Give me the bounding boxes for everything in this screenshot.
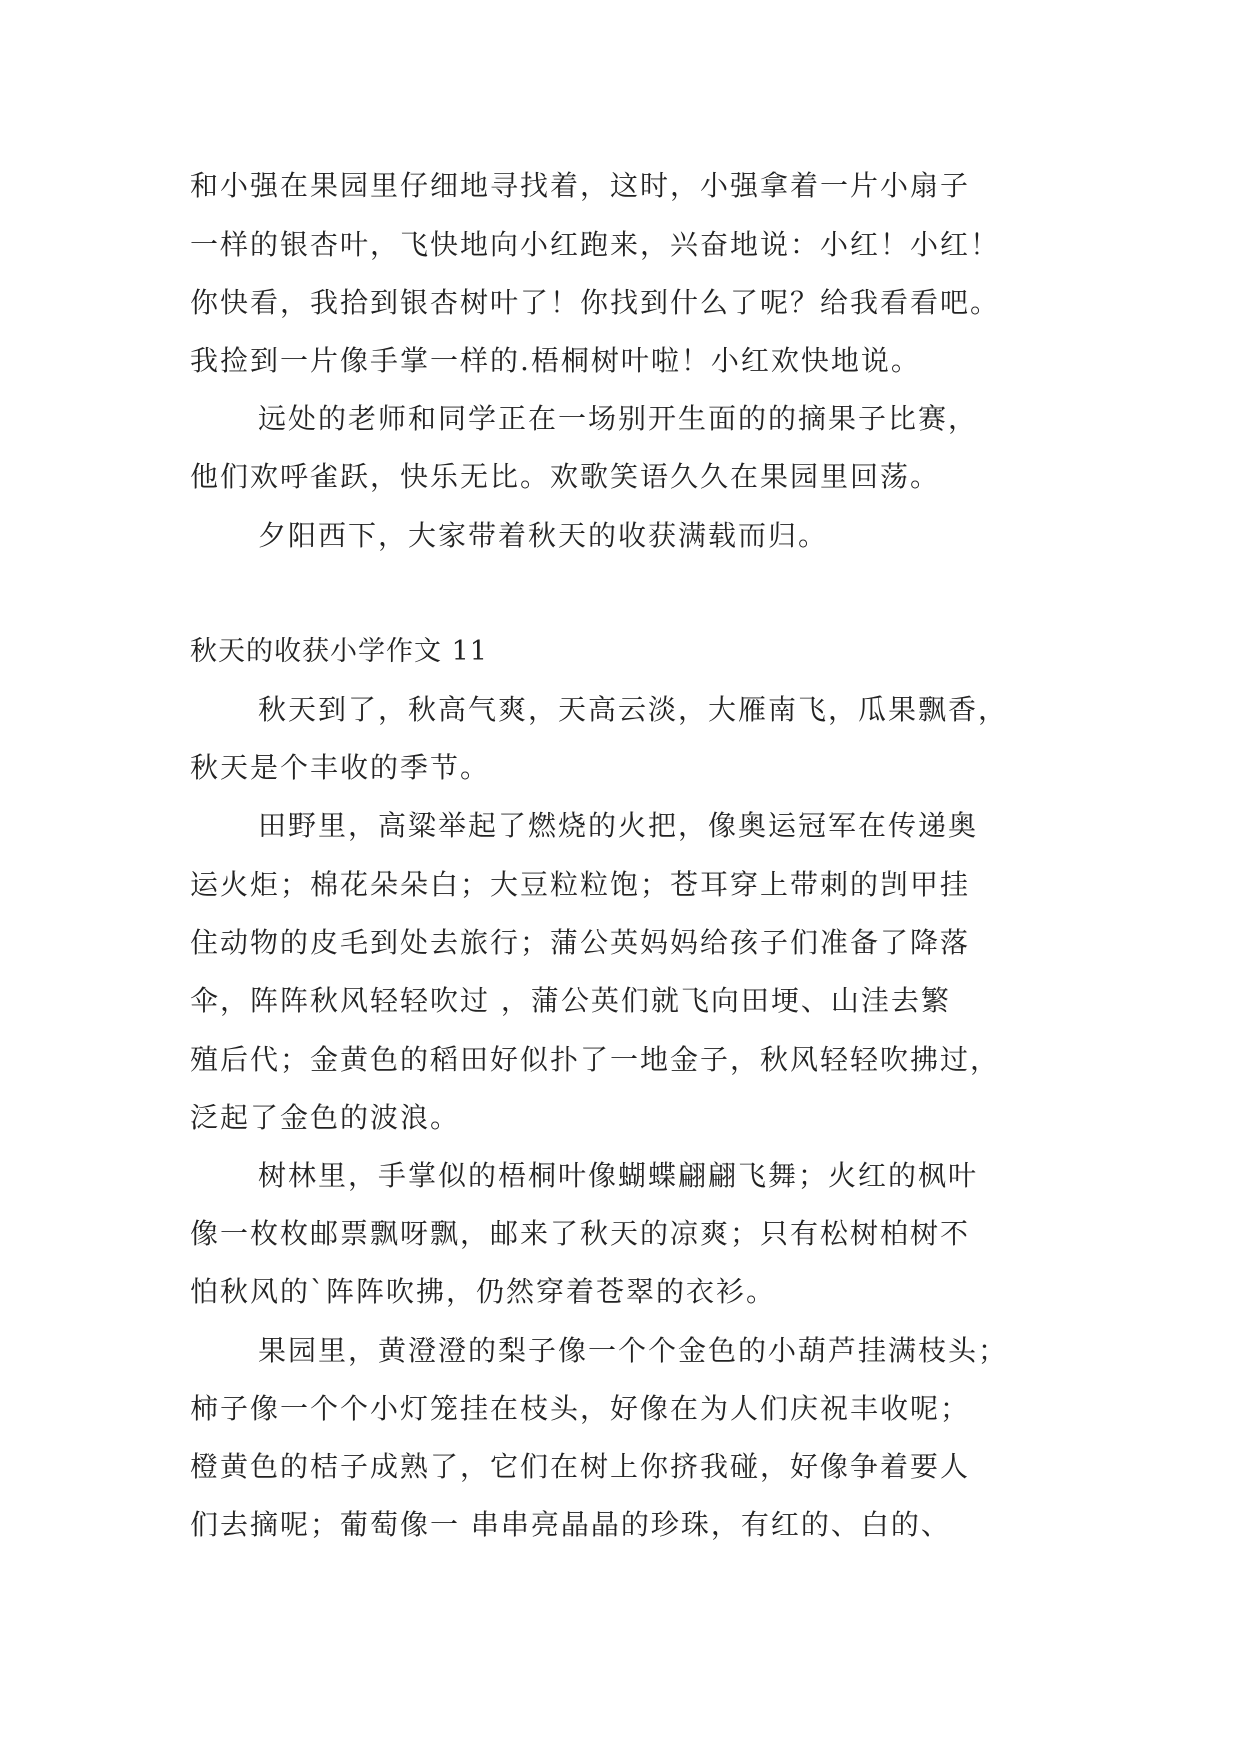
paragraph-5-line-3: 住动物的皮毛到处去旅行；蒲公英妈妈给孩子们准备了降落 — [190, 926, 971, 959]
paragraph-4-line-1: 秋天到了，秋高气爽，天高云淡，大雁南飞，瓜果飘香， — [258, 693, 1009, 726]
paragraph-5-line-5: 殖后代；金黄色的稻田好似扑了一地金子，秋风轻轻吹拂过， — [190, 1043, 1001, 1076]
paragraph-4-line-2: 秋天是个丰收的季节。 — [190, 751, 491, 784]
paragraph-1-line-1: 和小强在果园里仔细地寻找着，这时，小强拿着一片小扇子 — [190, 169, 971, 202]
paragraph-5-line-1: 田野里，高粱举起了燃烧的火把，像奥运冠军在传递奥 — [258, 809, 979, 842]
paragraph-5-line-6: 泛起了金色的波浪。 — [190, 1101, 461, 1134]
paragraph-6-line-1: 树林里，手掌似的梧桐叶像蝴蝶翩翩飞舞；火红的枫叶 — [258, 1159, 979, 1192]
paragraph-6-line-2: 像一枚枚邮票飘呀飘，邮来了秋天的凉爽；只有松树柏树不 — [190, 1217, 971, 1250]
paragraph-7-line-1: 果园里，黄澄澄的梨子像一个个金色的小葫芦挂满枝头； — [258, 1334, 1009, 1367]
paragraph-7-line-4: 们去摘呢；葡萄像一 串串亮晶晶的珍珠，有红的、白的、 — [190, 1508, 951, 1541]
paragraph-5-line-4: 伞，阵阵秋风轻轻吹过 ，蒲公英们就飞向田埂、山洼去繁 — [190, 984, 951, 1017]
paragraph-6-line-3: 怕秋风的`阵阵吹拂，仍然穿着苍翠的衣衫。 — [190, 1275, 777, 1308]
section-title: 秋天的收获小学作文 11 — [190, 636, 488, 667]
paragraph-7-line-3: 橙黄色的桔子成熟了，它们在树上你挤我碰，好像争着要人 — [190, 1450, 971, 1483]
paragraph-3-line-1: 夕阳西下，大家带着秋天的收获满载而归。 — [258, 519, 829, 552]
paragraph-1-line-2: 一样的银杏叶，飞快地向小红跑来，兴奋地说：小红！小红！ — [190, 228, 1001, 261]
paragraph-2-line-2: 他们欢呼雀跃，快乐无比。欢歌笑语久久在果园里回荡。 — [190, 460, 941, 493]
paragraph-1-line-4: 我捡到一片像手掌一样的.梧桐树叶啦！小红欢快地说。 — [190, 344, 921, 377]
paragraph-1-line-3: 你快看，我拾到银杏树叶了！你找到什么了呢？给我看看吧。 — [190, 286, 1001, 319]
paragraph-5-line-2: 运火炬；棉花朵朵白；大豆粒粒饱；苍耳穿上带刺的剀甲挂 — [190, 868, 971, 901]
paragraph-7-line-2: 柿子像一个个小灯笼挂在枝头，好像在为人们庆祝丰收呢； — [190, 1392, 971, 1425]
paragraph-2-line-1: 远处的老师和同学正在一场别开生面的的摘果子比赛， — [258, 402, 979, 435]
